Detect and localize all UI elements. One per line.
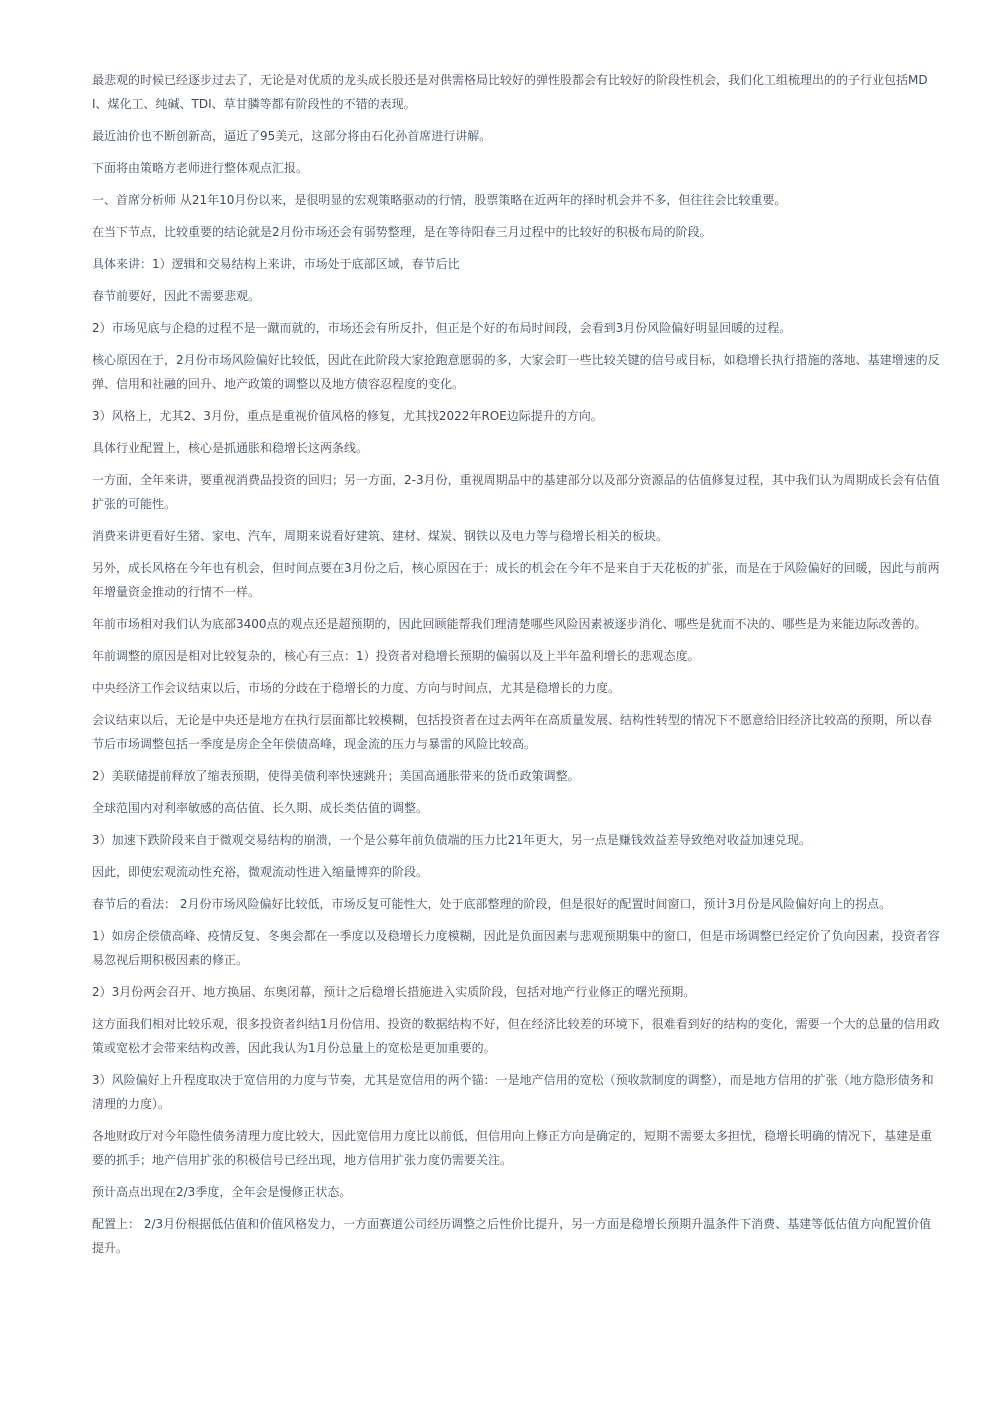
paragraph: 3）风险偏好上升程度取决于宽信用的力度与节奏，尤其是宽信用的两个锚：一是地产信用的宽松（预收款制度的调整），而是地方信用的扩张（地方隐形债务和清理的力度）。 bbox=[92, 1073, 934, 1111]
paragraph: 具体来讲：1）逻辑和交易结构上来讲，市场处于底部区域，春节后比 bbox=[92, 257, 460, 271]
paragraph: 下面将由策略方老师进行整体观点汇报。 bbox=[92, 161, 309, 175]
paragraph: 春节前要好，因此不需要悲观。 bbox=[92, 289, 261, 303]
paragraph: 预计高点出现在2/3季度，全年会是慢修正状态。 bbox=[92, 1185, 352, 1199]
paragraph: 消费来讲更看好生猪、家电、汽车，周期来说看好建筑、建材、煤炭、钢铁以及电力等与稳增长相关的板块。 bbox=[92, 529, 669, 543]
paragraph: 中央经济工作会议结束以后，市场的分歧在于稳增长的力度、方向与时间点，尤其是稳增长的力度。 bbox=[92, 681, 621, 695]
paragraph: 另外，成长风格在今年也有机会，但时间点要在3月份之后，核心原因在于：成长的机会在今年不是来自于天花板的扩张，而是在于风险偏好的回暖，因此与前两年增量资金推动的行情不一样。 bbox=[92, 561, 940, 599]
paragraph: 全球范围内对利率敏感的高估值、长久期、成长类估值的调整。 bbox=[92, 801, 429, 815]
paragraph: 2）3月份两会召开、地方换届、东奥闭幕，预计之后稳增长措施进入实质阶段，包括对地产行业修正的曙光预期。 bbox=[92, 985, 696, 999]
paragraph: 一、首席分析师 从21年10月份以来，是很明显的宏观策略驱动的行情，股票策略在近两年的择时机会并不多，但往往会比较重要。 bbox=[92, 193, 787, 207]
document-body bbox=[92, 68, 942, 1268]
paragraph: 3）风格上，尤其2、3月份，重点是重视价值风格的修复，尤其找2022年ROE边际提升的方向。 bbox=[92, 409, 603, 423]
paragraph: 春节后的看法： 2月份市场风险偏好比较低，市场反复可能性大，处于底部整理的阶段，但是很好的配置时间窗口，预计3月份是风险偏好向上的拐点。 bbox=[92, 897, 892, 911]
paragraph: 2）美联储提前释放了缩表预期，使得美债利率快速跳升；美国高通胀带来的货币政策调整。 bbox=[92, 769, 580, 783]
paragraph: 最悲观的时候已经逐步过去了，无论是对优质的龙头成长股还是对供需格局比较好的弹性股都会有比较好的阶段性机会，我们化工组梳理出的的子行业包括MDI、煤化工、纯碱、TDI、草甘膦等都有阶段性的不错的表现。 bbox=[92, 73, 928, 111]
paragraph: 最近油价也不断创新高，逼近了95美元，这部分将由石化孙首席进行讲解。 bbox=[92, 129, 492, 143]
paragraph: 这方面我们相对比较乐观，很多投资者纠结1月份信用、投资的数据结构不好，但在经济比较差的环境下，很难看到好的结构的变化，需要一个大的总量的信用政策或宽松才会带来结构改善，因此我认为1月份总量上的宽松是更加重要的。 bbox=[92, 1017, 940, 1055]
paragraph: 2）市场见底与企稳的过程不是一蹴而就的，市场还会有所反扑，但正是个好的布局时间段，会看到3月份风险偏好明显回暖的过程。 bbox=[92, 321, 792, 335]
paragraph: 3）加速下跌阶段来自于微观交易结构的崩溃，一个是公募年前负债端的压力比21年更大，另一点是赚钱效益差导致绝对收益加速兑现。 bbox=[92, 833, 811, 847]
paragraph: 年前市场相对我们认为底部3400点的观点还是超预期的，因此回顾能帮我们理清楚哪些风险因素被逐步消化、哪些是犹而不决的、哪些是为来能边际改善的。 bbox=[92, 617, 927, 631]
paragraph: 配置上： 2/3月份根据低估值和价值风格发力，一方面赛道公司经历调整之后性价比提升，另一方面是稳增长预期升温条件下消费、基建等低估值方向配置价值提升。 bbox=[92, 1217, 932, 1255]
paragraph: 各地财政厅对今年隐性债务清理力度比较大，因此宽信用力度比以前低，但信用向上修正方向是确定的，短期不需要太多担忧，稳增长明确的情况下，基建是重要的抓手；地产信用扩张的积极信号已经出现，地方信用扩张力度仍需要关注。 bbox=[92, 1129, 933, 1167]
paragraph: 因此，即使宏观流动性充裕，微观流动性进入缩量博弈的阶段。 bbox=[92, 865, 429, 879]
paragraph: 核心原因在于，2月份市场风险偏好比较低，因此在此阶段大家抢跑意愿弱的多，大家会盯一些比较关键的信号或目标，如稳增长执行措施的落地、基建增速的反弹、信用和社融的回升、地产政策的调整以及地方债容忍程度的变化。 bbox=[92, 353, 940, 391]
paragraph: 具体行业配置上，核心是抓通胀和稳增长这两条线。 bbox=[92, 441, 369, 455]
paragraph: 一方面，全年来讲，要重视消费品投资的回归；另一方面，2-3月份，重视周期品中的基建部分以及部分资源品的估值修复过程，其中我们认为周期成长会有估值扩张的可能性。 bbox=[92, 473, 940, 511]
paragraph: 年前调整的原因是相对比较复杂的，核心有三点：1）投资者对稳增长预期的偏弱以及上半年盈利增长的悲观态度。 bbox=[92, 649, 700, 663]
paragraph: 1）如房企偿债高峰、疫情反复、冬奥会都在一季度以及稳增长力度模糊，因此是负面因素与悲观预期集中的窗口，但是市场调整已经定价了负向因素，投资者容易忽视后期积极因素的修正。 bbox=[92, 929, 940, 967]
paragraph: 会议结束以后，无论是中央还是地方在执行层面都比较模糊，包括投资者在过去两年在高质量发展、结构性转型的情况下不愿意给旧经济比较高的预期，所以春节后市场调整包括一季度是房企全年偿债高峰，现金流的压力与暴雷的风险比较高。 bbox=[92, 713, 933, 751]
paragraph: 在当下节点，比较重要的结论就是2月份市场还会有弱势整理，是在等待阳春三月过程中的比较好的积极布局的阶段。 bbox=[92, 225, 712, 239]
